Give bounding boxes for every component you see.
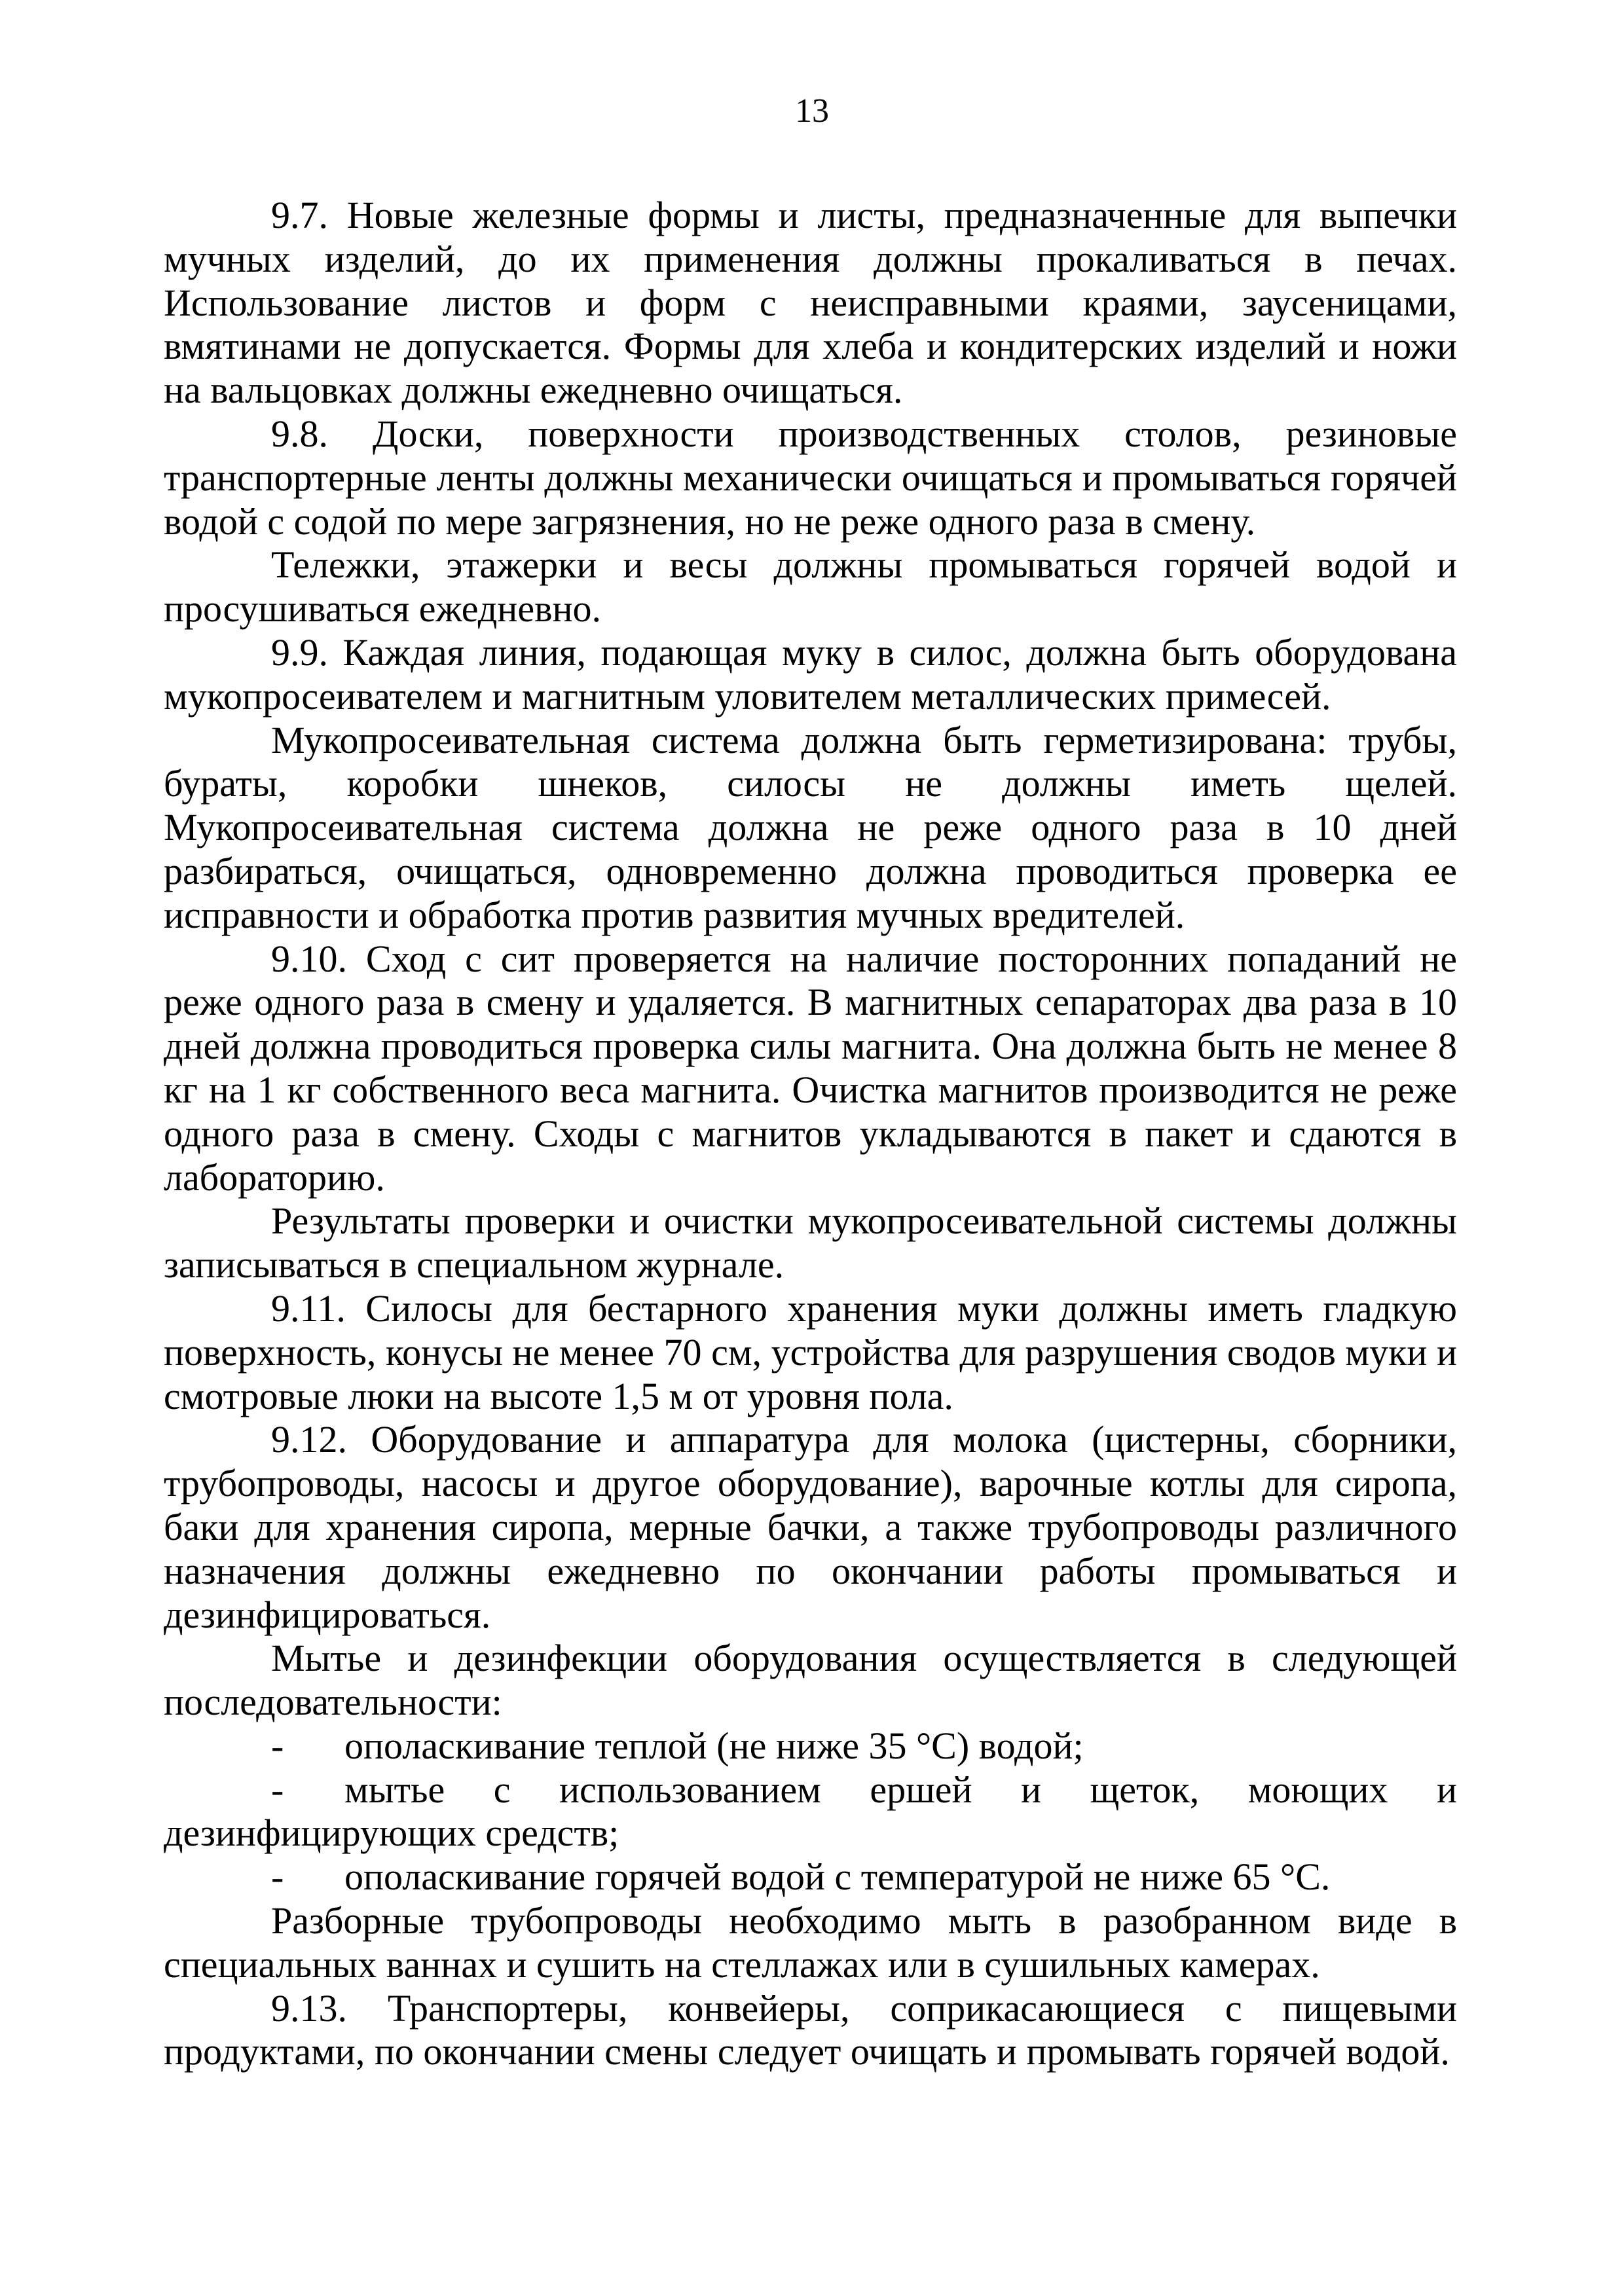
paragraph-9-8: 9.8. Доски, поверхности производственных столов, резиновые транспортерные ленты должны механически очищаться и промываться горячей водой с содой по мере загрязнения, но не реже одного раза в смену.: [164, 412, 1457, 543]
paragraph-trolleys: Тележки, этажерки и весы должны промываться горячей водой и просушиваться ежедневно.: [164, 543, 1457, 630]
paragraph-9-9: 9.9. Каждая линия, подающая муку в силос, должна быть оборудована мукопросеивателем и магнитным уловителем металлических примесей.: [164, 630, 1457, 718]
list-item-text: ополаскивание горячей водой с температурой не ниже 65 °С.: [344, 1855, 1331, 1899]
page-number: 13: [795, 92, 829, 130]
list-item-text: мытье с использованием ершей и щеток, моющих и дезинфицирующих средств;: [164, 1768, 1457, 1855]
paragraph-results-journal: Результаты проверки и очистки мукопросеивательной системы должны записываться в специальном журнале.: [164, 1199, 1457, 1286]
washing-steps-list: [164, 1724, 1457, 1899]
document-body: [164, 194, 1457, 2074]
list-item: [164, 1768, 1457, 1856]
paragraph-pipelines: Разборные трубопроводы необходимо мыть в разобранном виде в специальных ваннах и сушить на стеллажах или в сушильных камерах.: [164, 1899, 1457, 1986]
paragraph-9-7: 9.7. Новые железные формы и листы, предназначенные для выпечки мучных изделий, до их применения должны прокаливаться в печах. Использование листов и форм с неисправными краями, заусеницами, вмятинами не допускается. Формы для хлеба и кондитерских изделий и ножи на вальцовках должны ежедневно очищаться.: [164, 194, 1457, 412]
list-dash: -: [271, 1724, 284, 1767]
list-dash: -: [271, 1855, 284, 1899]
list-dash: -: [271, 1768, 284, 1811]
paragraph-9-10: 9.10. Сход с сит проверяется на наличие посторонних попаданий не реже одного раза в смену и удаляется. В магнитных сепараторах два раза в 10 дней должна проводиться проверка силы магнита. Она должна быть не менее 8 кг на 1 кг собственного веса магнита. Очистка магнитов производится не реже одного раза в смену. Сходы с магнитов укладываются в пакет и сдаются в лабораторию.: [164, 937, 1457, 1199]
paragraph-washing-sequence: Мытье и дезинфекции оборудования осуществляется в следующей последовательности:: [164, 1637, 1457, 1724]
list-item: [164, 1724, 1457, 1768]
paragraph-9-12: 9.12. Оборудование и аппаратура для молока (цистерны, сборники, трубопроводы, насосы и другое оборудование), варочные котлы для сиропа, баки для хранения сиропа, мерные бачки, а также трубопроводы различного назначения должны ежедневно по окончании работы промываться и дезинфицироваться.: [164, 1418, 1457, 1636]
paragraph-sifting-system: Мукопросеивательная система должна быть герметизирована: трубы, бураты, коробки шнеков, силосы не должны иметь щелей. Мукопросеивательная система должна не реже одного раза в 10 дней разбираться, очищаться, одновременно должна проводиться проверка ее исправности и обработка против развития мучных вредителей.: [164, 718, 1457, 936]
paragraph-9-11: 9.11. Силосы для бестарного хранения муки должны иметь гладкую поверхность, конусы не менее 70 см, устройства для разрушения сводов муки и смотровые люки на высоте 1,5 м от уровня пола.: [164, 1286, 1457, 1417]
list-item-text: ополаскивание теплой (не ниже 35 °С) водой;: [344, 1724, 1084, 1767]
paragraph-9-13: 9.13. Транспортеры, конвейеры, соприкасающиеся с пищевыми продуктами, по окончании смены следует очищать и промывать горячей водой.: [164, 1986, 1457, 2073]
list-item: [164, 1855, 1457, 1899]
